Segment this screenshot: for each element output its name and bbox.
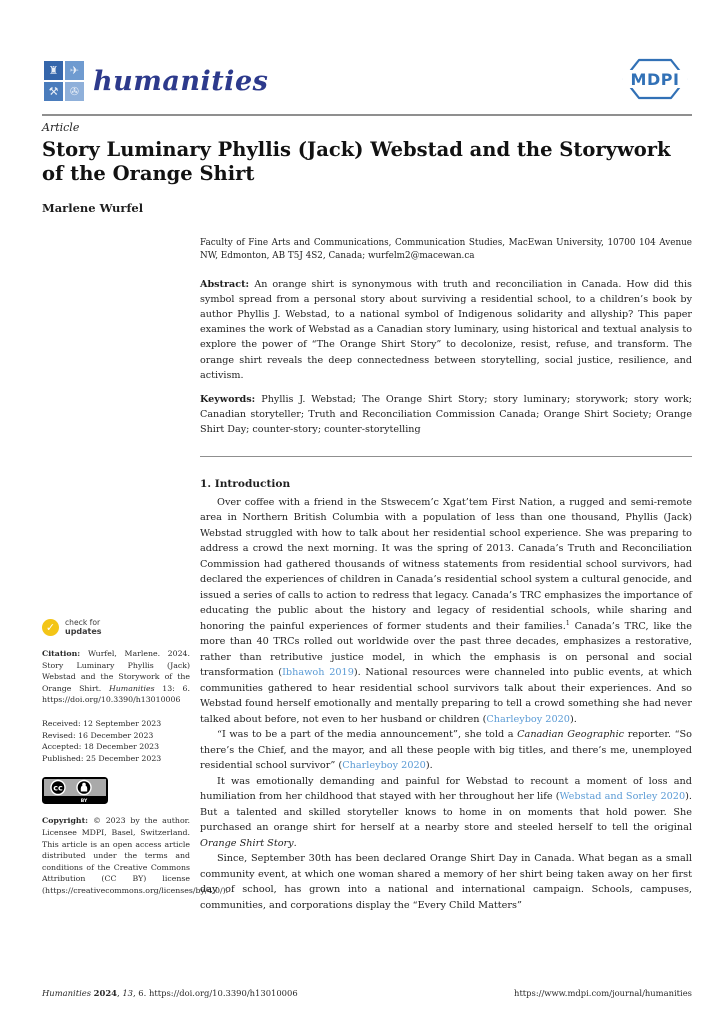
svg-text:MDPI: MDPI xyxy=(630,70,680,89)
author-name: Marlene Wurfel xyxy=(42,201,144,215)
citation-link[interactable]: Ibhawoh 2019 xyxy=(282,667,354,679)
citation-link[interactable]: Webstad and Sorley 2020 xyxy=(559,791,686,803)
svg-text:cc: cc xyxy=(53,783,63,793)
logo-tile-film-reel-icon: ✇ xyxy=(65,82,84,101)
check-for-updates-badge[interactable] xyxy=(42,619,102,636)
footer-journal-url[interactable]: https://www.mdpi.com/journal/humanities xyxy=(514,988,692,998)
footer-citation: Humanities 2024, 13, 6. https://doi.org/10.3390/h13010006 xyxy=(42,988,298,998)
page-footer xyxy=(42,988,692,998)
check-for-updates-label xyxy=(65,619,102,636)
mdpi-hexagon-icon xyxy=(618,56,692,102)
published-date: Published: 25 December 2023 xyxy=(42,753,162,763)
svg-text:BY: BY xyxy=(80,799,88,805)
author-affiliation: Faculty of Fine Arts and Communications, Communication Studies, MacEwan University, 10700 104 Avenue NW, Edmonton, AB T5J 4S2, Canada; wurfelm2@macewan.ca xyxy=(200,238,692,261)
humanities-logo-icon xyxy=(44,61,84,101)
article-type-label: Article xyxy=(42,121,80,134)
logo-tile-gavel-icon: ⚒ xyxy=(44,82,63,101)
keywords-divider xyxy=(200,456,692,457)
logo-tile-castle-icon: ♜ xyxy=(44,61,63,80)
copyright-notice: Copyright: © 2023 by the author. Licensee MDPI, Basel, Switzerland. This article is an open access article distributed under the terms and conditions of the Creative Commons Attribution (CC BY) license (https://creativecommons.org/licenses/by/4.0/). xyxy=(42,816,229,895)
article-info-sidebar xyxy=(42,616,229,897)
citation-link[interactable]: Charleyboy 2020 xyxy=(342,760,426,772)
check-updates-line2: updates xyxy=(65,626,102,636)
abstract: Abstract: An orange shirt is synonymous with truth and reconciliation in Canada. How did this symbol spread from a personal story about surviving a residential school, to a children’s book by author Phyllis J. Webstad, to a national symbol of Indigenous solidarity and allyship? This paper examines the work of Webstad as a Canadian story luminary, using historical and textual analysis to explore the power of “The Orange Shirt Story” to decolonize, resist, refuse, and transform. The orange shirt reveals the deep connectedness between storytelling, social justice, resilience, and activism. xyxy=(200,278,692,381)
check-icon: ✓ xyxy=(42,619,59,636)
paragraph: Since, September 30th has been declared Orange Shirt Day in Canada. What began as a small community event, at which one woman shared a memory of her shirt being taken away on her first day of school, has grown into a national and international campaign. Schools, campuses, communities, and corporations display the “Every Child Matters” xyxy=(200,853,692,911)
humanities-journal-logo xyxy=(44,61,268,101)
received-date: Received: 12 September 2023 xyxy=(42,719,162,729)
mdpi-logo xyxy=(618,56,692,106)
paragraph: “I was to be a part of the media announcement”, she told a Canadian Geographic reporter. “So there’s the Chief, and the mayor, and all these people with big titles, and there’s me, unemployed residential school survivor” (Charleyboy 2020). xyxy=(200,729,692,772)
journal-name: humanities xyxy=(93,65,269,97)
check-updates-line1: check for xyxy=(65,617,101,627)
paragraph: Over coffee with a friend in the Stswecem’c Xgat’tem First Nation, a rugged and semi-remote area in Northern British Columbia with a population of less than one thousand, Phyllis (Jack) Webstad struggled with how to talk about her residential school experience. She was preparing to address a crowd the next morning. It was the spring of 2013. Canada’s Truth and Reconciliation Commission had gathered thousands of witness statements from residential school survivors, had declared the experiences of children in Canada’s residential school system a cultural genocide, and issued a series of calls to action to redress that legacy. Canada’s TRC emphasizes the importance of educating the public about the history and legacy of residential schools, while sharing and honoring the painful experiences of former students and their families.$^1$ Canada’s TRC, like the more than 40 TRCs rolled out worldwide over the past three decades, emphasizes a restorative, rather than retributive justice model, in which the emphasis is on personal and social transformation (Ibhawoh 2019). National resources were channeled into public events, at which communities gathered to hear residential school survivors talk about their experiences. And so Webstad found herself emotionally and mentally preparing to tell a crowd something she had never talked about before, not even to her husband or children (Charleyboy 2020). xyxy=(200,496,692,725)
article-history xyxy=(42,718,190,764)
keywords: Keywords: Phyllis J. Webstad; The Orange Shirt Story; story luminary; storywork; story work; Canadian storyteller; Truth and Reconciliation Commission Canada; Orange Shirt Society; Orange Shirt Day; counter-story; counter-storytelling xyxy=(200,394,692,436)
logo-tile-bird-icon: ✈ xyxy=(65,61,84,80)
article-body-column xyxy=(200,237,692,913)
cc-by-license-icon[interactable] xyxy=(42,777,108,804)
revised-date: Revised: 16 December 2023 xyxy=(42,730,154,740)
accepted-date: Accepted: 18 December 2023 xyxy=(42,742,160,752)
paragraph: It was emotionally demanding and painful for Webstad to recount a moment of loss and humiliation from her childhood that stayed with her throughout her life (Webstad and Sorley 2020). But a talented and skilled storyteller knows to home in on moments that hold power. She purchased an orange shirt for herself at a nearby store and steeled herself to tell the original Orange Shirt Story. xyxy=(200,775,692,849)
journal-header xyxy=(44,55,692,107)
citation-block: Citation: Wurfel, Marlene. 2024. Story Luminary Phyllis (Jack) Webstad and the Storywork of the Orange Shirt. Humanities 13: 6. https://doi.org/10.3390/h13010006 xyxy=(42,649,190,705)
page-title: Story Luminary Phyllis (Jack) Webstad and the Storywork of the Orange Shirt xyxy=(42,138,671,185)
citation-link[interactable]: Charleyboy 2020 xyxy=(486,713,570,725)
header-divider xyxy=(42,114,692,116)
introduction-text xyxy=(200,495,692,914)
section-heading-introduction: 1. Introduction xyxy=(200,477,291,490)
